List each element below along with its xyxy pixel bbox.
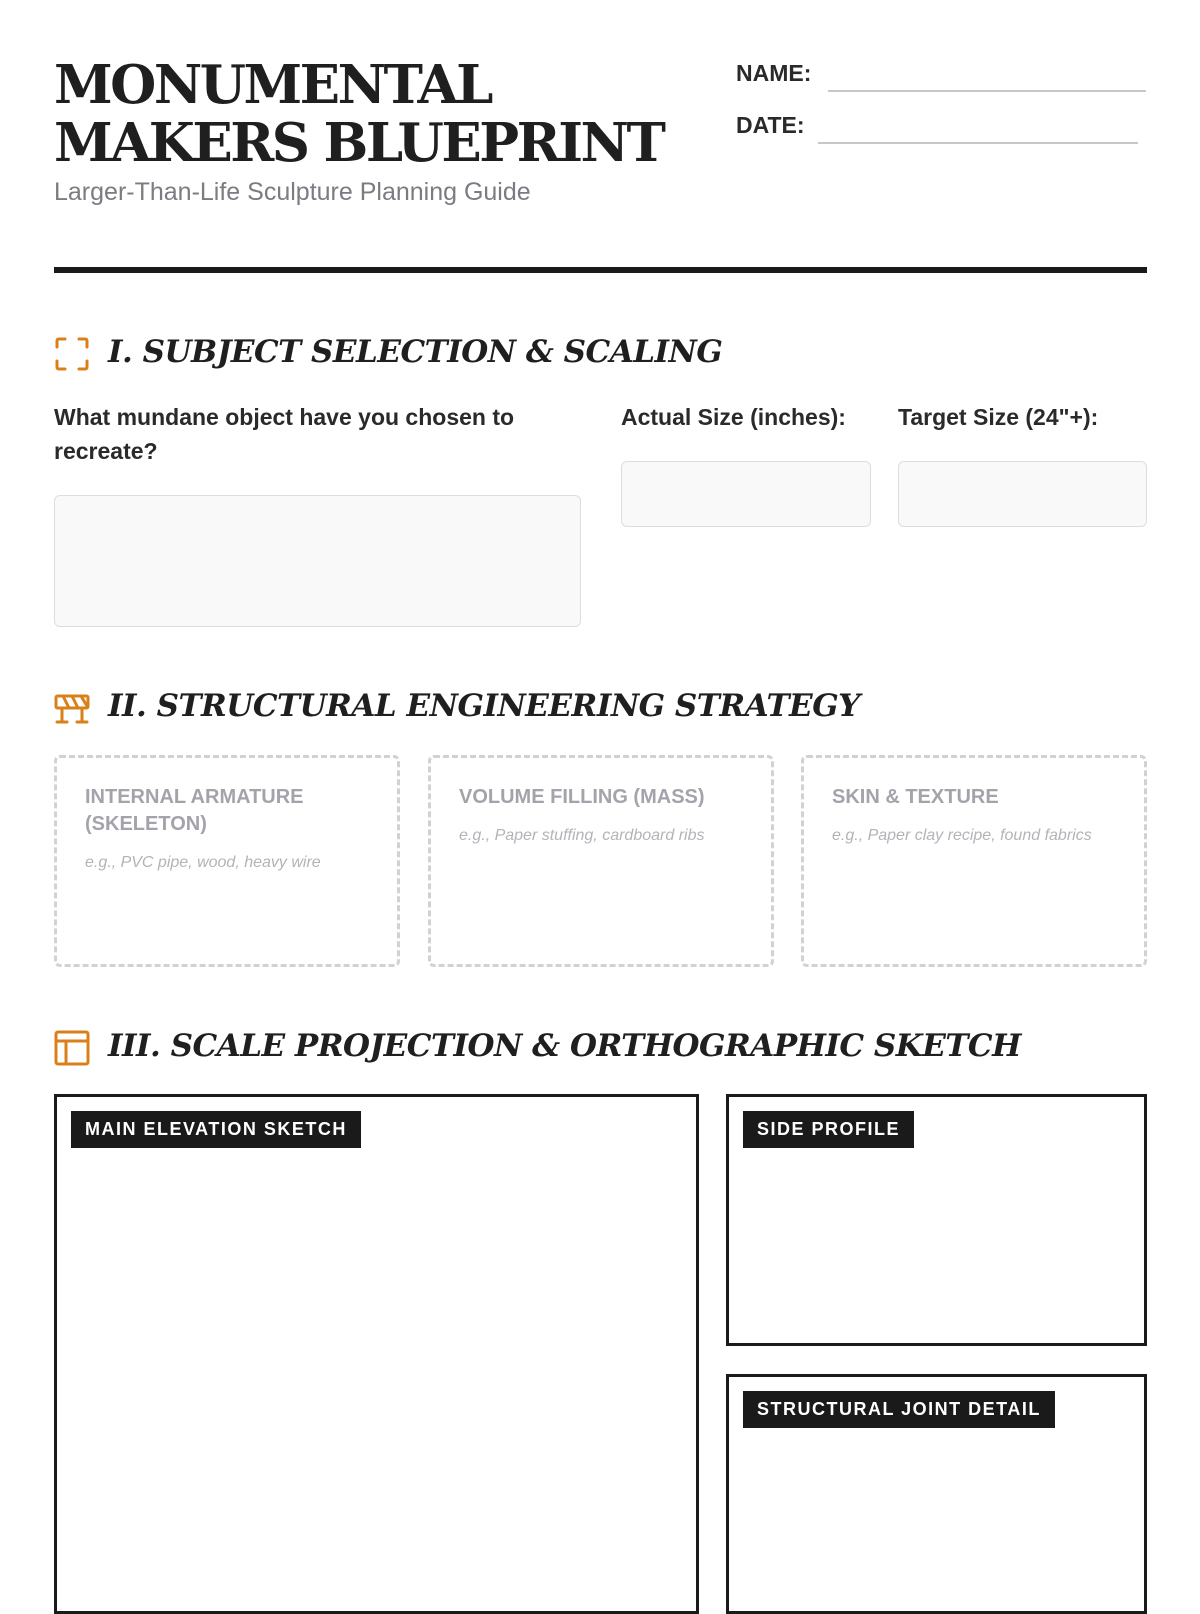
main-elevation-sketch-area[interactable] xyxy=(54,1094,699,1614)
section-1-title: I. SUBJECT SELECTION & SCALING xyxy=(108,334,723,370)
layout-panel-icon xyxy=(54,1030,90,1066)
volume-card-example: e.g., Paper stuffing, cardboard ribs xyxy=(459,827,705,844)
page-title xyxy=(54,56,663,172)
worksheet-page xyxy=(54,0,1147,1600)
section-3-title: III. SCALE PROJECTION & ORTHOGRAPHIC SKETCH xyxy=(108,1028,1021,1064)
date-label: DATE: xyxy=(736,112,805,138)
volume-card-title: VOLUME FILLING (MASS) xyxy=(459,786,705,808)
name-field[interactable] xyxy=(828,90,1146,92)
section-3-heading xyxy=(54,1026,1147,1070)
target-size-input[interactable] xyxy=(898,461,1147,527)
page-subtitle: Larger-Than-Life Sculpture Planning Guide xyxy=(54,178,531,206)
section-2-title: II. STRUCTURAL ENGINEERING STRATEGY xyxy=(108,688,860,724)
skin-card-title: SKIN & TEXTURE xyxy=(832,786,999,808)
worksheet-header xyxy=(54,0,1147,276)
armature-card-example: e.g., PVC pipe, wood, heavy wire xyxy=(85,854,321,871)
name-label: NAME: xyxy=(736,60,812,86)
object-question-label: What mundane object have you chosen to recreate? xyxy=(54,404,515,464)
main-elevation-tag: MAIN ELEVATION SKETCH xyxy=(71,1111,361,1148)
actual-size-label: Actual Size (inches): xyxy=(621,404,846,430)
header-divider xyxy=(54,267,1147,273)
target-size-label: Target Size (24"+): xyxy=(898,404,1099,430)
section-1-heading xyxy=(54,332,1147,376)
armature-card[interactable] xyxy=(54,755,400,967)
actual-size-input[interactable] xyxy=(621,461,871,527)
section-2-heading xyxy=(54,686,1147,730)
object-input[interactable] xyxy=(54,495,581,627)
title-line-1: MONUMENTAL xyxy=(54,54,491,116)
armature-card-title: INTERNAL ARMATURE (SKELETON) xyxy=(85,786,304,835)
construction-barrier-icon xyxy=(54,690,90,726)
side-profile-tag: SIDE PROFILE xyxy=(743,1111,914,1148)
joint-detail-tag: STRUCTURAL JOINT DETAIL xyxy=(743,1391,1055,1428)
joint-detail-sketch-area[interactable] xyxy=(726,1374,1147,1614)
volume-card[interactable] xyxy=(428,755,774,967)
scan-frame-icon xyxy=(54,336,90,372)
date-field[interactable] xyxy=(818,142,1138,144)
skin-card[interactable] xyxy=(801,755,1147,967)
skin-card-example: e.g., Paper clay recipe, found fabrics xyxy=(832,827,1092,844)
side-profile-sketch-area[interactable] xyxy=(726,1094,1147,1346)
title-line-2: MAKERS BLUEPRINT xyxy=(54,112,664,174)
